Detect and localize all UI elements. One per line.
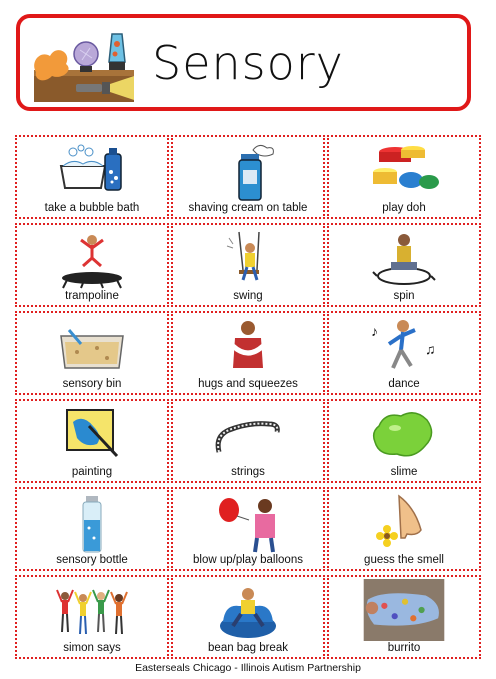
play-doh-icon [365,142,443,202]
card-label: painting [71,466,113,478]
card-label: burrito [387,642,421,654]
card-label: blow up/play balloons [193,554,303,566]
shaving-cream-icon [209,142,287,202]
card-label: slime [390,466,418,478]
card-guess-smell[interactable] [327,487,481,571]
card-sensory-bin[interactable] [15,311,169,395]
simon-says-icon [53,582,131,642]
card-label: sensory bin [62,378,122,390]
title-banner [16,14,471,111]
card-trampoline[interactable] [15,223,169,307]
balloon-icon [209,494,287,554]
string-icon [209,406,287,466]
page-title: Sensory [152,36,344,90]
card-simon-says[interactable] [15,575,169,659]
footer-credit: Easterseals Chicago - Illinois Autism Partnership [135,662,361,674]
card-label: take a bubble bath [44,202,140,214]
painting-icon [53,406,131,466]
card-burrito[interactable] [327,575,481,659]
card-swing[interactable] [171,223,325,307]
card-label: guess the smell [364,554,444,566]
bean-bag-icon [209,582,287,642]
card-dance[interactable] [327,311,481,395]
card-sensory-bottle[interactable] [15,487,169,571]
card-balloons[interactable] [171,487,325,571]
card-slime[interactable] [327,399,481,483]
bubble-bath-icon [53,142,131,202]
burrito-icon [356,579,452,641]
swing-icon [209,230,287,290]
card-label: shaving cream on table [188,202,308,214]
card-bubble-bath[interactable] [15,135,169,219]
sensory-bin-icon [53,318,131,378]
sensory-bottle-icon [53,494,131,554]
card-painting[interactable] [15,399,169,483]
card-label: swing [233,290,263,302]
card-label: dance [388,378,420,390]
card-label: bean bag break [208,642,288,654]
card-hugs[interactable] [171,311,325,395]
card-shaving-cream[interactable] [171,135,325,219]
spin-icon [365,230,443,290]
dance-icon [365,318,443,378]
hug-icon [209,318,287,378]
trampoline-icon [53,230,131,290]
card-label: simon says [63,642,121,654]
card-label: play doh [382,202,426,214]
card-label: strings [231,466,265,478]
activity-grid [15,135,481,659]
smell-icon [365,494,443,554]
card-bean-bag[interactable] [171,575,325,659]
sensory-objects-icon [26,26,138,106]
slime-icon [365,406,443,466]
svg-text:♪: ♪ [371,323,378,339]
card-label: hugs and squeezes [198,378,298,390]
svg-text:♫: ♫ [425,341,436,357]
card-strings[interactable] [171,399,325,483]
card-label: sensory bottle [56,554,128,566]
card-play-doh[interactable] [327,135,481,219]
card-label: trampoline [65,290,119,302]
card-spin[interactable] [327,223,481,307]
card-label: spin [393,290,415,302]
